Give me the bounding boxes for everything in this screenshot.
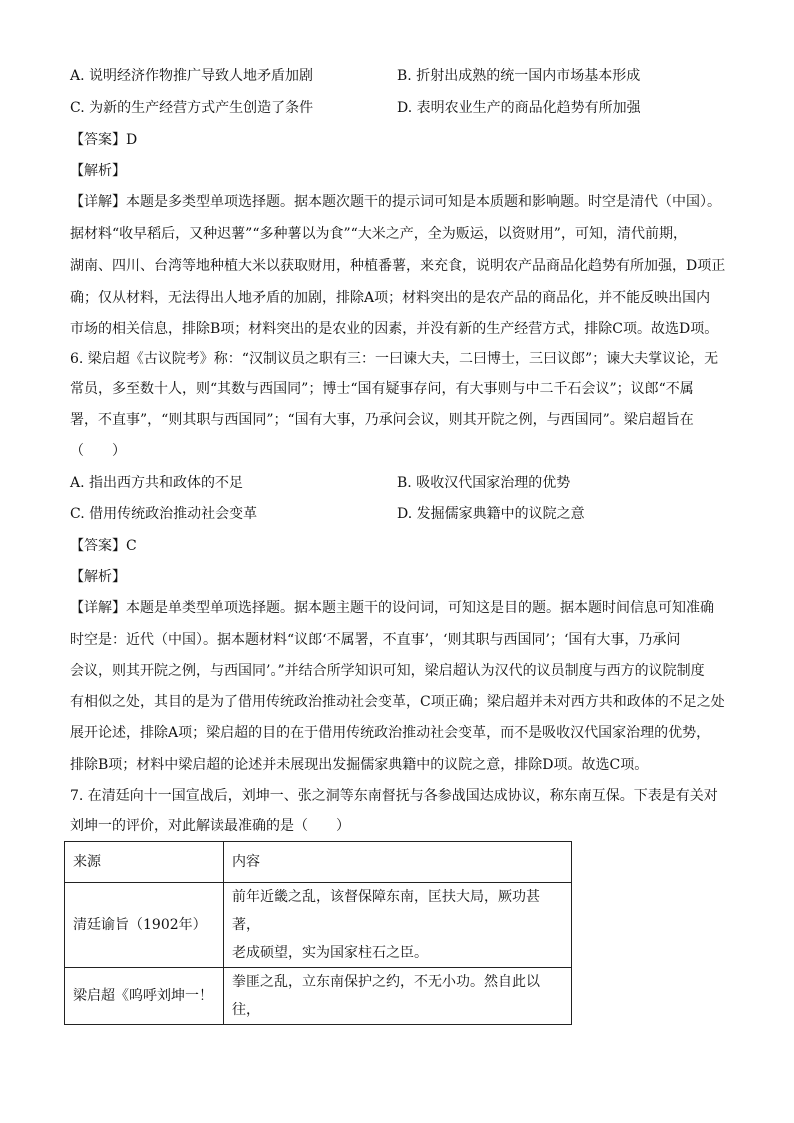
q5-option-a: A. 说明经济作物推广导致人地矛盾加剧 — [70, 68, 314, 84]
q5-detail-line: 市场的相关信息，排除B项；材料突出的是农业的因素，并没有新的生产经营方式，排除C项。故选D项。 — [70, 321, 719, 337]
q5-answer: 【答案】D — [70, 132, 138, 148]
table-cell-content — [224, 883, 572, 968]
q7-stem-line: 7. 在清廷向十一国宣战后，刘坤一、张之洞等东南督抚与各参战国达成协议，称东南互保。下表是有关对 — [70, 788, 718, 804]
q5-analysis-label: 【解析】 — [70, 163, 126, 179]
table-cell-source: 清廷谕旨（1902年） — [65, 883, 224, 968]
q6-stem-line: 署，不直事”，“则其职与西国同”；“国有大事，乃承问会议，则其开院之例，与西国同”。梁启超旨在 — [70, 412, 694, 428]
q6-detail-line: 时空是：近代（中国）。据本题材料“议郎‘不属署，不直事’，‘则其职与西国同’；‘国有大事，乃承问 — [70, 632, 681, 648]
table-header-row — [65, 842, 572, 883]
q6-option-c: C. 借用传统政治推动社会变革 — [70, 506, 258, 522]
table-header-cell: 内容 — [224, 842, 572, 883]
table-row — [65, 883, 572, 968]
table-cell-content — [224, 968, 572, 1025]
q6-analysis-label: 【解析】 — [70, 569, 126, 585]
table-row — [65, 968, 572, 1025]
q5-detail-line: 【详解】本题是多类型单项选择题。据本题次题干的提示词可知是本质题和影响题。时空是清代（中国）。 — [70, 194, 721, 210]
q6-option-d: D. 发掘儒家典籍中的议院之意 — [397, 506, 585, 522]
q5-option-c: C. 为新的生产经营方式产生创造了条件 — [70, 100, 314, 116]
q6-detail-line: 排除B项；材料中梁启超的论述并未展现出发掘儒家典籍中的议院之意，排除D项。故选C项。 — [70, 757, 649, 773]
q6-stem-line: 6. 梁启超《古议院考》称：“汉制议员之职有三：一曰谏大夫，二曰博士，三曰议郎”；谏大夫掌议论，无 — [70, 351, 719, 367]
content-line: 拳匪之乱，立东南保护之约，不无小功。然自此以往， — [232, 974, 540, 1018]
q5-option-b: B. 折射出成熟的统一国内市场基本形成 — [397, 68, 641, 84]
q5-detail-line: 湖南、四川、台湾等地种植大米以获取财用，种植番薯，来充食，说明农产品商品化趋势有所加强，D项正 — [70, 258, 726, 274]
content-line: 老成硕望，实为国家柱石之臣。 — [232, 945, 428, 961]
content-line: 前年近畿之乱，该督保障东南，匡扶大局，厥功甚著， — [232, 889, 540, 933]
table-cell-source: 梁启超《呜呼刘坤一！ — [65, 968, 224, 1025]
q6-detail-line: 【详解】本题是单类型单项选择题。据本题主题干的设问词，可知这是目的题。据本题时间信息可知准确 — [70, 600, 714, 616]
q6-stem-line: （ ） — [70, 443, 126, 459]
q6-option-b: B. 吸收汉代国家治理的优势 — [397, 475, 571, 491]
q6-stem-line: 常员，多至数十人，则“其数与西国同”；博士“国有疑事存问，有大事则与中二千石会议”；议郎“不属 — [70, 381, 694, 397]
q5-option-d: D. 表明农业生产的商品化趋势有所加强 — [397, 100, 641, 116]
q6-detail-line: 有相似之处，其目的是为了借用传统政治推动社会变革，C项正确；梁启超并未对西方共和政体的不足之处 — [70, 694, 725, 710]
q6-detail-line: 会议，则其开院之例，与西国同’。”并结合所学知识可知，梁启超认为汉代的议员制度与西方的议院制度 — [70, 663, 705, 679]
q5-detail-line: 据材料“收早稻后，又种迟薯”“多种薯以为食”“大米之产，全为贩运，以资财用”，可知，清代前期， — [70, 226, 687, 242]
table-header-cell: 来源 — [65, 842, 224, 883]
source-table — [64, 841, 572, 1025]
q6-answer: 【答案】C — [70, 538, 137, 554]
q6-detail-line: 展开论述，排除A项；梁启超的目的在于借用传统政治推动社会变革，而不是吸收汉代国家治理的优势， — [70, 725, 711, 741]
q6-option-a: A. 指出西方共和政体的不足 — [70, 475, 244, 491]
q7-stem-line: 刘坤一的评价，对此解读最准确的是（ ） — [70, 818, 350, 834]
q5-detail-line: 确；仅从材料，无法得出人地矛盾的加剧，排除A项；材料突出的是农产品的商品化，并不能反映出国内 — [70, 290, 711, 306]
